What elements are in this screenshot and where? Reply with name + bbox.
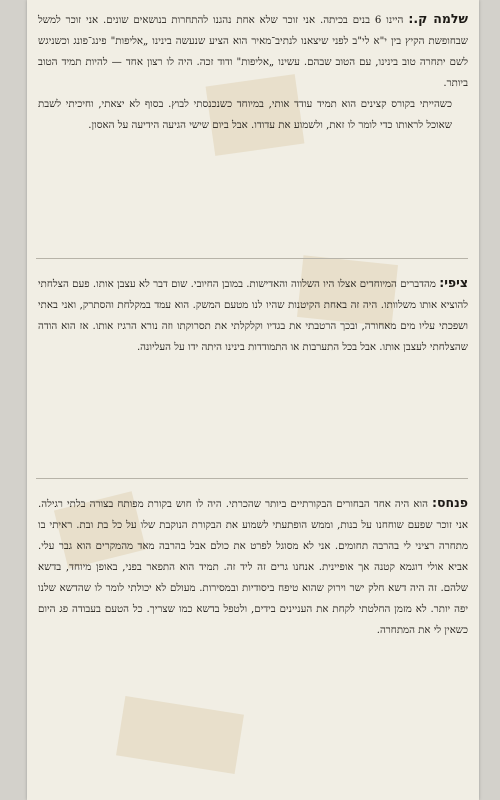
section-divider — [36, 478, 468, 479]
paragraph-text: כשהייתי בקורס קצינים הוא תמיד עודד אותי, במיוחד כשנכנסתי לבוץ. בסוף לא יצאתי, וחיכיתי לשבת שאוכל לראותו כדי לומר לו זאת, ולשמוע את עדודו. אבל ביום שישי הגיעה הידיעה על האסון. — [38, 99, 452, 131]
testimony-section-3 — [38, 492, 468, 641]
testimony-paragraph — [38, 272, 468, 358]
speaker-name: ציפי: — [439, 275, 468, 290]
speaker-name: שלמה ק.: — [408, 11, 468, 26]
testimony-section-1 — [38, 8, 468, 136]
paragraph-text: היינו 6 בנים בכיתה. אני זוכר שלא אחת נהגנו להתחרות בנושאים שונים. אני זוכר למשל שבחופשת הקיץ בין י"א לי"ב לפני שיצאנו לנתיב־מאיר הוא הציע שנעשה בינינו „אליפות" פינג־פונג וכשניגש לשם יתחרה טוב בינינו, עם הטוב שבהם. עשינו „אליפות" ודוד זכה. היה לו רצון אחד — להיות תמיד הטוב ביותר. — [38, 15, 468, 89]
speaker-name: פנחס: — [432, 495, 468, 510]
paragraph-text: הוא היה אחד הבחורים הבקורתיים ביותר שהכרתי. היה לו חוש בקורת מפותח בצורה בלתי רגילה. אני זוכר שפעם שוחחנו על בנות, וממש הופתעתי לשמוע את הבקורת הנוקבת שלו על כל בת ובת. ראיתי בו מתחרה רציני לי בהרבה תחומים. אני לא מסוגל לפרט את כולם אבל בהרבה מאד מהמקרים הוא גבר עלי. אביא אולי דוגמא קטנה אך אופיינית. אנחנו גרים זה ליד זה. תמיד הוא התפאר בפני, באופן מיוחד, בדשא שלהם. זה היה דשא חלק ישר וירוק שהוא טיפח ביסודיות ובמסירות. מעולם לא יכולתי לומר לו שהדשא שלנו יפה יותר. לא מזמן החלטתי לקחת את העניינים בידים, ולטפל בדשא כמו שצריך. כל הטעם בעבודה פג היום כשאין לי את המתחרה. — [38, 499, 468, 636]
section-divider — [36, 258, 468, 259]
testimony-paragraph — [38, 8, 468, 94]
testimony-paragraph — [38, 492, 468, 641]
testimony-paragraph — [38, 94, 468, 136]
paragraph-text: מהדברים המיוחדים אצלו היו השלווה והאדישות. במובן החיובי. שום דבר לא עצבן אותו. פעם הצלחתי להוציא אותו משלוותו. היה זה באחת הקיטנות שהיו לנו מטעם המשק. הוא עמד במקלחת והסתרק, ואני באתי ושפכתי עליו מים מאחורה, ובכך הרטבתי את בגדיו וקלקלתי את תסרוקתו וזה נורא הרגיז אותו. אז הוא הודה שהצלחתי לעצבן אותו. אבל בכל התערבות או התמודדות בינינו היתה ידו על העליונה. — [38, 279, 468, 353]
testimony-section-2 — [38, 272, 468, 358]
